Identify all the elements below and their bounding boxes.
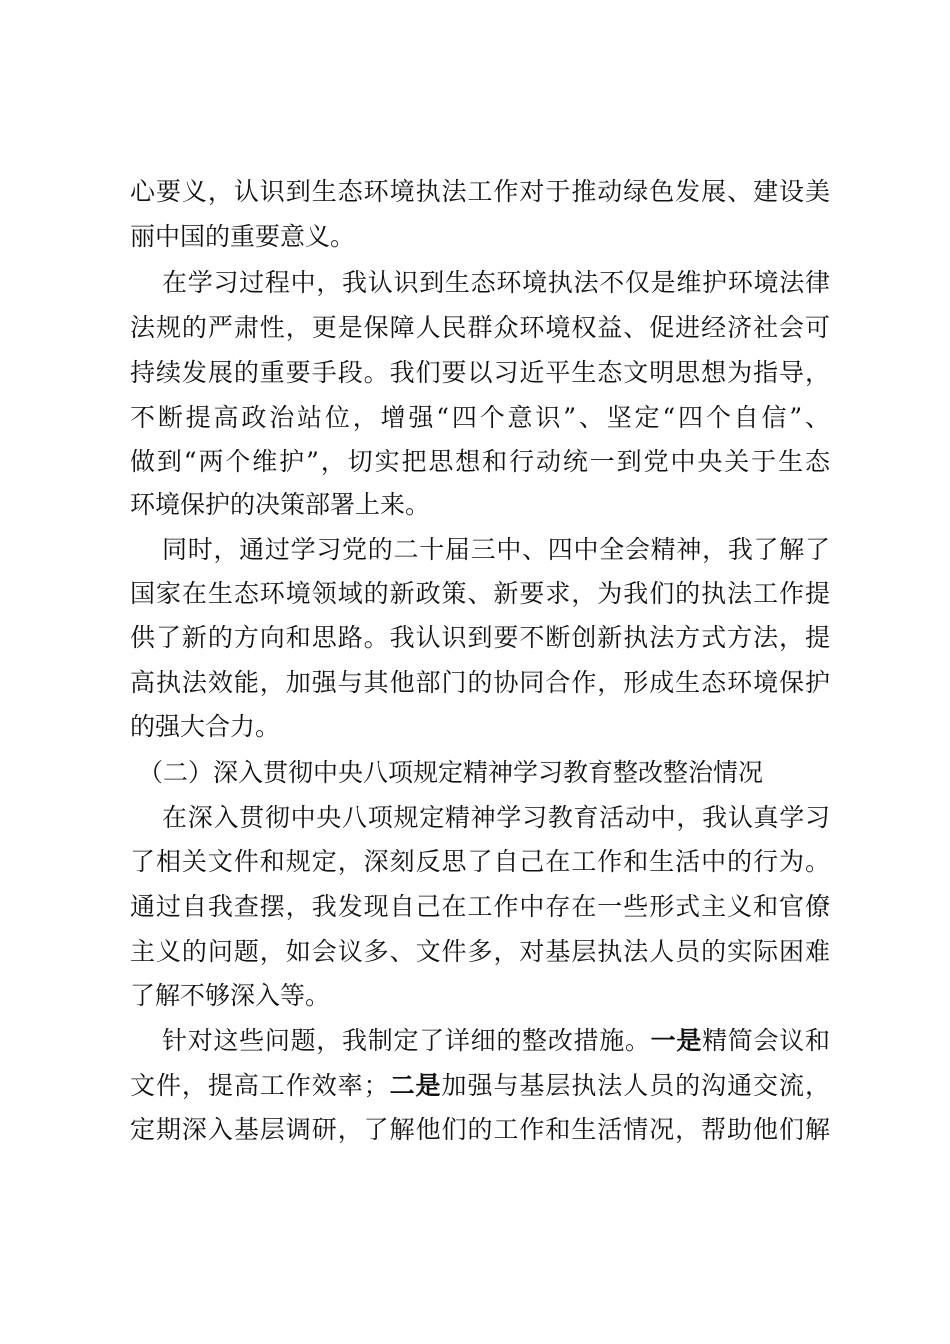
text-line: 心要义，认识到生态环境执法工作对于推动绿色发展、建设美: [130, 177, 830, 206]
text-line: 高执法效能，加强与其他部门的协同合作，形成生态环境保护: [130, 668, 830, 697]
text-line: 同时，通过学习党的二十届三中、四中全会精神，我了解了: [162, 535, 830, 564]
text-line: [162, 1025, 830, 1057]
text-line: 了相关文件和规定，深刻反思了自己在工作和生活中的行为。: [130, 847, 830, 876]
text-line: 丽中国的重要意义。: [130, 222, 356, 251]
text-line: 国家在生态环境领域的新政策、新要求，为我们的执法工作提: [130, 579, 830, 608]
text-line: [130, 1070, 830, 1102]
bold-keyword: 一是: [650, 1026, 703, 1055]
text-line: 做到“两个维护”，切实把思想和行动统一到党中央关于生态: [130, 447, 830, 476]
text-line: 不断提高政治站位，增强“四个意识”、坚定“四个自信”、: [130, 403, 830, 432]
text-line: 法规的严肃性，更是保障人民群众环境权益、促进经济社会可: [130, 313, 830, 342]
text-segment: 加强与基层执法人员的沟通交流，: [441, 1071, 830, 1100]
text-line: 主义的问题，如会议多、文件多，对基层执法人员的实际困难: [130, 937, 830, 966]
text-line: 持续发展的重要手段。我们要以习近平生态文明思想为指导，: [130, 358, 830, 387]
text-line: 供了新的方向和思路。我认识到要不断创新执法方式方法，提: [130, 623, 830, 652]
text-line: 在学习过程中，我认识到生态环境执法不仅是维护环境法律: [162, 268, 830, 297]
section-heading: （二）深入贯彻中央八项规定精神学习教育整改整治情况: [138, 758, 764, 787]
text-segment: 针对这些问题，我制定了详细的整改措施。: [162, 1026, 651, 1055]
text-line: 在深入贯彻中央八项规定精神学习教育活动中，我认真学习: [162, 803, 830, 832]
text-line: 了解不够深入等。: [130, 981, 331, 1010]
text-line: 环境保护的决策部署上来。: [130, 490, 431, 519]
text-line: 的强大合力。: [130, 712, 281, 741]
text-segment: 精简会议和: [702, 1026, 830, 1055]
text-segment: 文件，提高工作效率；: [130, 1071, 389, 1100]
text-line: 定期深入基层调研，了解他们的工作和生活情况，帮助他们解: [130, 1115, 830, 1144]
bold-keyword: 二是: [388, 1071, 442, 1100]
text-line: 通过自我查摆，我发现自己在工作中存在一些形式主义和官僚: [130, 892, 830, 921]
